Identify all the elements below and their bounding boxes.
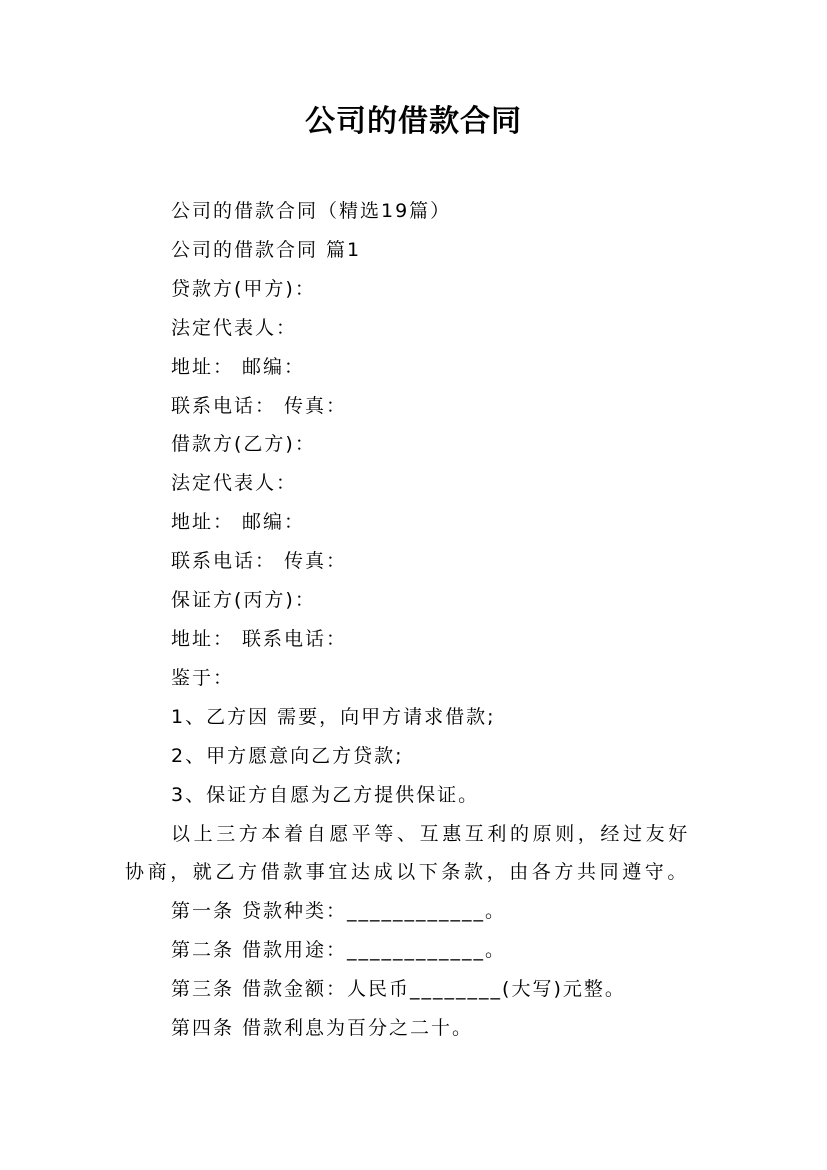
clause-3: 第三条 借款金额：人民币________(大写)元整。 — [171, 978, 626, 1001]
document-body — [125, 192, 705, 1048]
lender-address-line: 地址： 邮编： — [171, 355, 306, 378]
section-heading: 公司的借款合同 篇1 — [171, 238, 362, 261]
lender-contact-line: 联系电话： 传真： — [171, 394, 348, 417]
lender-line: 贷款方(甲方)： — [171, 277, 316, 300]
subtitle-line: 公司的借款合同（精选19篇） — [171, 200, 452, 222]
agreement-paragraph: 以上三方本着自愿平等、互惠互利的原则，经过友好协商，就乙方借款事宜达成以下条款，由各方共同遵守。 — [125, 822, 691, 884]
borrower-line: 借款方(乙方)： — [171, 433, 316, 456]
recital-item-3: 3、保证方自愿为乙方提供保证。 — [171, 783, 480, 806]
guarantor-line: 保证方(丙方)： — [171, 589, 316, 612]
borrower-address-line: 地址： 邮编： — [171, 511, 306, 534]
guarantor-address-line: 地址： 联系电话： — [171, 627, 348, 650]
lender-representative-line: 法定代表人： — [171, 316, 298, 339]
borrower-contact-line: 联系电话： 传真： — [171, 550, 348, 573]
clause-2: 第二条 借款用途：____________。 — [171, 939, 507, 962]
clause-1: 第一条 贷款种类：____________。 — [171, 900, 507, 923]
document-title: 公司的借款合同 — [305, 104, 522, 139]
clause-4: 第四条 借款利息为百分之二十。 — [171, 1017, 474, 1040]
borrower-representative-line: 法定代表人： — [171, 472, 298, 495]
recital-item-2: 2、甲方愿意向乙方贷款; — [171, 744, 404, 767]
recital-item-1: 1、乙方因 需要，向甲方请求借款; — [171, 705, 496, 728]
whereas-line: 鉴于： — [171, 666, 235, 689]
